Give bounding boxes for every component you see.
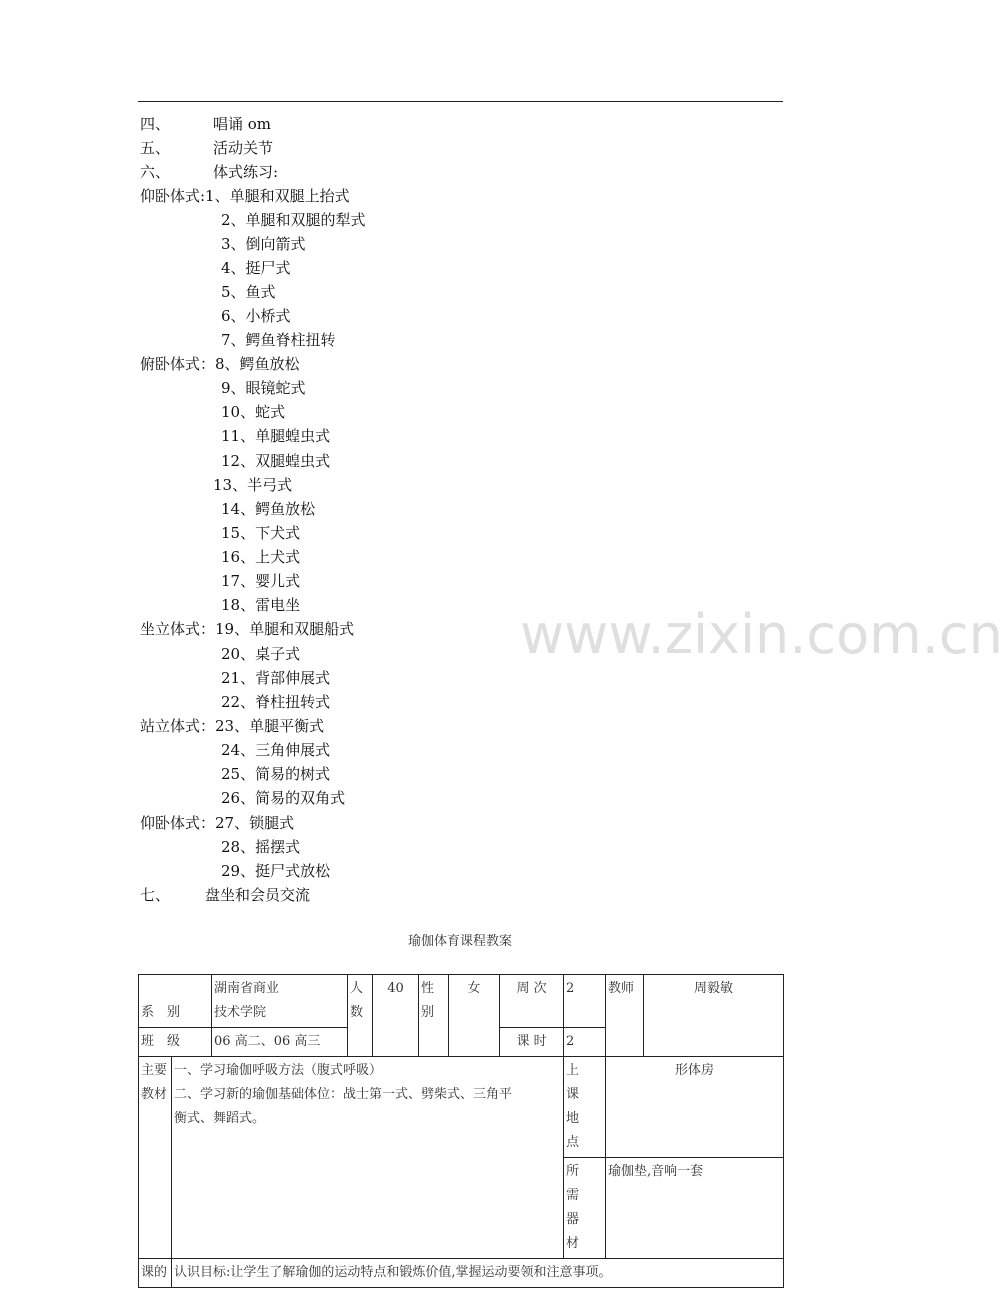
main-label-cell: 主要 教材 bbox=[139, 1057, 172, 1259]
dept-label-cell: 系 别 bbox=[139, 975, 212, 1028]
teacher-label-cell: 教师 bbox=[606, 975, 644, 1057]
outline-line: 15、下犬式 bbox=[221, 524, 301, 542]
outline-line: 21、背部伸展式 bbox=[221, 669, 331, 687]
outline-line: 10、蛇式 bbox=[221, 403, 286, 421]
lesson-plan-title: 瑜伽体育课程教案 bbox=[407, 934, 512, 949]
outline-line: 体式练习: bbox=[213, 163, 279, 181]
equip-value-cell: 瑜伽垫,音响一套 bbox=[606, 1158, 784, 1259]
outline-line: 仰卧体式:1、单腿和双腿上抬式 bbox=[140, 187, 350, 205]
outline-line: 26、简易的双角式 bbox=[221, 789, 346, 807]
outline-line: 站立体式：23、单腿平衡式 bbox=[140, 717, 325, 735]
outline-line: 坐立体式：19、单腿和双腿船式 bbox=[140, 620, 355, 638]
outline-line: 20、桌子式 bbox=[221, 645, 301, 663]
outline-line: 盘坐和会员交流 bbox=[205, 886, 311, 904]
gender-label-cell: 性别 bbox=[419, 975, 449, 1057]
class-value-cell: 06 高二、06 高三 bbox=[212, 1028, 348, 1057]
goal-label-cell: 课的 bbox=[139, 1259, 172, 1288]
outline-line: 16、上犬式 bbox=[221, 548, 301, 566]
main-item-2-cont: 衡式、舞蹈式。 bbox=[174, 1111, 266, 1126]
outline-line: 13、半弓式 bbox=[213, 476, 293, 494]
outline-line: 29、挺尸式放松 bbox=[221, 862, 331, 880]
outline-line: 17、婴儿式 bbox=[221, 572, 301, 590]
week-value-cell: 2 bbox=[564, 975, 606, 1028]
hours-value-cell: 2 bbox=[564, 1028, 606, 1057]
outline-line: 11、单腿蝗虫式 bbox=[221, 427, 331, 445]
outline-line: 22、脊柱扭转式 bbox=[221, 693, 331, 711]
outline-line: 3、倒向箭式 bbox=[221, 235, 306, 253]
outline-line: 七、 bbox=[140, 886, 171, 904]
teacher-value-cell: 周毅敏 bbox=[644, 975, 784, 1057]
gender-value-cell: 女 bbox=[449, 975, 500, 1057]
main-content-cell bbox=[172, 1057, 564, 1259]
outline-line: 28、摇摆式 bbox=[221, 838, 301, 856]
outline-line: 2、单腿和双腿的犁式 bbox=[221, 211, 366, 229]
goal-value-cell: 认识目标:让学生了解瑜伽的运动特点和锻炼价值,掌握运动要领和注意事项。 bbox=[172, 1259, 784, 1288]
outline-line: 五、 bbox=[140, 139, 171, 157]
hours-label-cell: 课 时 bbox=[500, 1028, 564, 1057]
dept-value-cell: 湖南省商业 技术学院 bbox=[212, 975, 348, 1028]
outline-line: 4、挺尸式 bbox=[221, 259, 291, 277]
week-label-cell: 周 次 bbox=[500, 975, 564, 1028]
class-label-cell: 班 级 bbox=[139, 1028, 212, 1057]
main-item-1: 一、学习瑜伽呼吸方法（腹式呼吸） bbox=[174, 1063, 383, 1078]
outline-line: 六、 bbox=[140, 163, 171, 181]
outline-line: 唱诵 om bbox=[213, 115, 272, 133]
outline-line: 7、鳄鱼脊柱扭转 bbox=[221, 331, 336, 349]
watermark: www.zixin.com.cn bbox=[520, 603, 1003, 666]
venue-value-cell: 形体房 bbox=[606, 1057, 784, 1158]
outline-line: 12、双腿蝗虫式 bbox=[221, 452, 331, 470]
header-rule bbox=[138, 101, 783, 102]
count-label-cell: 人 数 bbox=[348, 975, 373, 1057]
outline-line: 活动关节 bbox=[213, 139, 274, 157]
venue-label-cell: 上 课 地 点 bbox=[564, 1057, 606, 1158]
outline-line: 24、三角伸展式 bbox=[221, 741, 331, 759]
equip-label-cell: 所 需 器 材 bbox=[564, 1158, 606, 1259]
outline-line: 俯卧体式：8、鳄鱼放松 bbox=[140, 355, 300, 373]
count-value-cell: 40 bbox=[373, 975, 419, 1057]
outline-line: 仰卧体式：27、锁腿式 bbox=[140, 814, 295, 832]
lesson-plan-table bbox=[138, 974, 784, 1288]
outline-line: 6、小桥式 bbox=[221, 307, 291, 325]
outline-line: 25、简易的树式 bbox=[221, 765, 331, 783]
outline-line: 14、鳄鱼放松 bbox=[221, 500, 316, 518]
outline-line: 四、 bbox=[140, 115, 171, 133]
main-item-2: 二、学习新的瑜伽基础体位：战士第一式、劈柴式、三角平 bbox=[174, 1087, 513, 1102]
outline-line: 5、鱼式 bbox=[221, 283, 276, 301]
outline-line: 9、眼镜蛇式 bbox=[221, 379, 306, 397]
outline-line: 18、雷电坐 bbox=[221, 596, 301, 614]
